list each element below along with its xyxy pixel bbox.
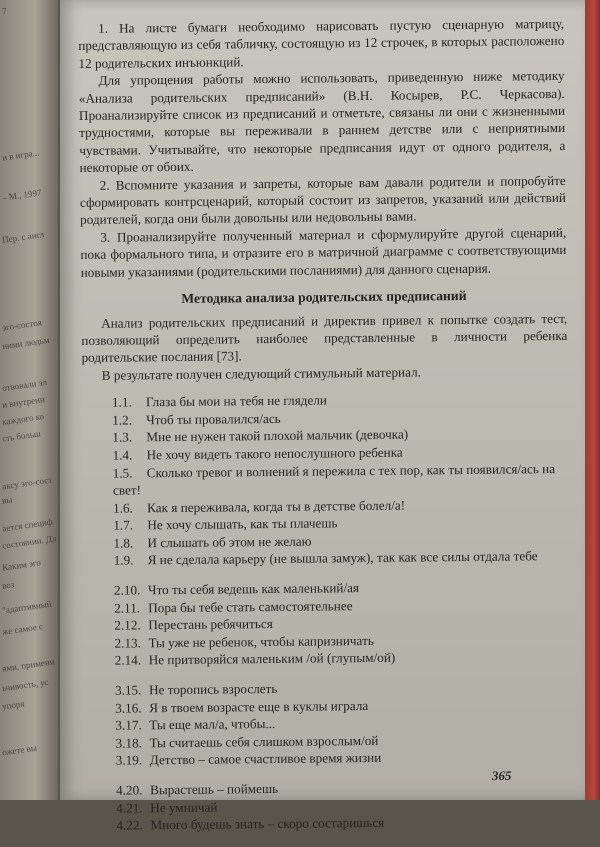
left-page-fragment: и в игра... bbox=[1, 147, 40, 163]
item-text: Перестань ребячиться bbox=[148, 616, 273, 633]
item-text: Сколько тревог и волнений я пережила с тех пор, как ты появился/ась на свет! bbox=[112, 460, 556, 498]
item-number: 2.13. bbox=[114, 635, 141, 651]
item-text: И слышать об этом не желаю bbox=[147, 533, 312, 551]
list-item bbox=[83, 459, 569, 499]
left-page-fragment: состоянии. Дл bbox=[1, 533, 58, 551]
paragraph-step-2: 2. Вспомните указания и запреты, которые вам давали родители и попробуйте сформировать контрсценарий, который состоит из запретов, указаний или действий родителей, когда они были довольны или недовольны вами. bbox=[79, 172, 566, 228]
left-page-fragment: Каким эго bbox=[1, 557, 42, 573]
item-number: 1.9. bbox=[113, 552, 134, 569]
item-number: 1.4. bbox=[112, 447, 133, 463]
item-number: 3.18. bbox=[115, 735, 143, 751]
item-text: Детство – самое счастливое время жизни bbox=[149, 750, 382, 768]
item-text: Пора бы тебе стать самостоятельнее bbox=[148, 597, 353, 615]
left-page-fragment: и внутренн bbox=[1, 394, 46, 410]
left-page-fragment: ними людьм bbox=[1, 334, 50, 352]
item-number: 1.3. bbox=[112, 429, 133, 445]
item-number: 3.17. bbox=[115, 717, 142, 733]
list-item bbox=[84, 547, 570, 570]
left-page-fragment: воз bbox=[1, 579, 15, 591]
item-text: Не притворяйся маленьким /ой (глупым/ой) bbox=[148, 650, 396, 668]
item-number: 2.11. bbox=[114, 600, 141, 616]
left-page-fragment: "адаптивный bbox=[1, 598, 53, 616]
item-number: 3.15. bbox=[114, 682, 142, 698]
book-cover-edge bbox=[585, 0, 600, 800]
item-text: Много будешь знать – скоро состаришься bbox=[150, 815, 385, 833]
left-page-fragment: ается специф bbox=[1, 516, 54, 534]
item-text: Как я переживала, когда ты в детстве болел/а! bbox=[147, 497, 406, 515]
item-number: 4.21. bbox=[116, 799, 143, 816]
left-page-fragment: 7 bbox=[1, 5, 8, 17]
left-page-fragment: аксу эго-сост bbox=[1, 474, 53, 492]
paragraph-analysis-intro: Анализ родительских предписаний и директив привел к попытке создать тест, позволяющий определить наиболее представленные в личности ребенка родительские послания [73]. bbox=[81, 310, 568, 366]
item-number: 2.14. bbox=[114, 652, 142, 669]
item-number: 4.22. bbox=[116, 817, 143, 833]
paragraph-stimulus-intro: В результате получен следующий стимульный материал. bbox=[101, 364, 421, 383]
left-page-fragment: вы bbox=[1, 494, 13, 506]
paragraph-step-1: 1. На листе бумаги необходимо нарисовать пустую сценарную матрицу, представляющую из себя табличку, состоящую из 12 строчек, в которых расположено 12 родительских инъюнкций. bbox=[78, 15, 565, 71]
injunction-group-2 bbox=[84, 577, 571, 670]
injunction-group-4 bbox=[86, 777, 573, 835]
left-page-fragment: каждого ко bbox=[1, 411, 45, 427]
page-number: 365 bbox=[491, 767, 512, 784]
left-page-fragment: отвовали эл bbox=[1, 376, 48, 394]
left-page-fragment: – М., 1997 bbox=[1, 187, 43, 203]
list-item bbox=[86, 812, 572, 835]
item-text: Ты еще мал/а, чтобы... bbox=[149, 716, 276, 733]
item-number: 4.20. bbox=[115, 782, 143, 798]
left-page-fragment: Пер. с англ bbox=[1, 229, 45, 245]
item-text: Не хочу слышать, как ты плачешь bbox=[147, 515, 338, 533]
section-heading: Методика анализа родительских предписаний bbox=[181, 288, 467, 307]
item-number: 1.6. bbox=[113, 500, 133, 516]
left-page-fragment: же самое с bbox=[1, 621, 44, 637]
left-page-fragment: упоря bbox=[1, 698, 26, 712]
item-number: 2.12. bbox=[114, 617, 141, 633]
paragraph-method-note: Для упрощения работы можно использовать, приведенную ниже методику «Анализа родительских предписаний» (В.Н. Косырев, Р.С. Черкасова). Проанализируйте список из предписаний и отметьте, связаны ли они с жизненными трудностями, которые вы переживали в раннем детстве или с неприятными чувствами. Учитывайте, что некоторые предписания идут от одного родителя, а некоторые от обоих. bbox=[78, 68, 566, 176]
list-item bbox=[85, 647, 571, 670]
injunction-group-1 bbox=[82, 389, 570, 570]
book-page bbox=[60, 0, 585, 833]
item-number: 2.10. bbox=[113, 582, 141, 598]
injunction-group-3 bbox=[85, 677, 572, 770]
item-text: Вырастешь – поймешь bbox=[149, 780, 279, 798]
item-text: Мне не нужен такой плохой мальчик (девочка) bbox=[146, 426, 409, 445]
item-number: 1.8. bbox=[113, 535, 134, 551]
item-text: Я не сделала карьеру (не вышла замуж), так как все силы отдала тебе bbox=[147, 548, 538, 568]
paragraph-step-3: 3. Проанализируйте полученный материал и сформулируйте другой сценарий, пока формального типа, и отразите его в матричной диаграмме с соответствующими новыми указаниями (родительскими посланиями) для данного сценария. bbox=[80, 224, 567, 280]
item-text: Что ты себя ведешь как маленький/ая bbox=[147, 580, 360, 598]
left-page-fragment: ями, примени bbox=[1, 656, 56, 674]
left-page-edge bbox=[0, 0, 58, 800]
left-page-fragment: сть больш bbox=[1, 428, 42, 444]
item-number: 1.2. bbox=[112, 412, 133, 428]
item-text: Не умничай bbox=[150, 799, 218, 815]
page-text-block bbox=[78, 15, 573, 847]
item-text: Ты считаешь себя слишком взрослым/ой bbox=[149, 732, 379, 751]
item-text: Не торопись взрослеть bbox=[148, 680, 278, 698]
item-text: Чтоб ты провалился/ась bbox=[146, 410, 281, 428]
list-item bbox=[86, 747, 572, 770]
item-number: 1.7. bbox=[113, 517, 134, 533]
item-text: Не хочу видеть такого непослушного ребенка bbox=[146, 444, 403, 463]
left-page-fragment: эго-состоя bbox=[1, 317, 43, 333]
left-page-fragment: ьчивость, ус bbox=[1, 676, 50, 694]
item-text: Ты уже не ребенок, чтобы капризничать bbox=[148, 632, 374, 651]
item-number: 3.16. bbox=[115, 699, 142, 716]
item-text: Я в твоем возрасте еще в куклы играла bbox=[149, 697, 369, 715]
item-text: Глаза бы мои на тебя не глядели bbox=[145, 392, 328, 410]
item-number: 1.1. bbox=[111, 394, 132, 410]
item-number: 1.5. bbox=[112, 464, 133, 481]
item-number: 3.19. bbox=[115, 752, 143, 769]
left-page-fragment: ожете вы bbox=[1, 742, 38, 758]
